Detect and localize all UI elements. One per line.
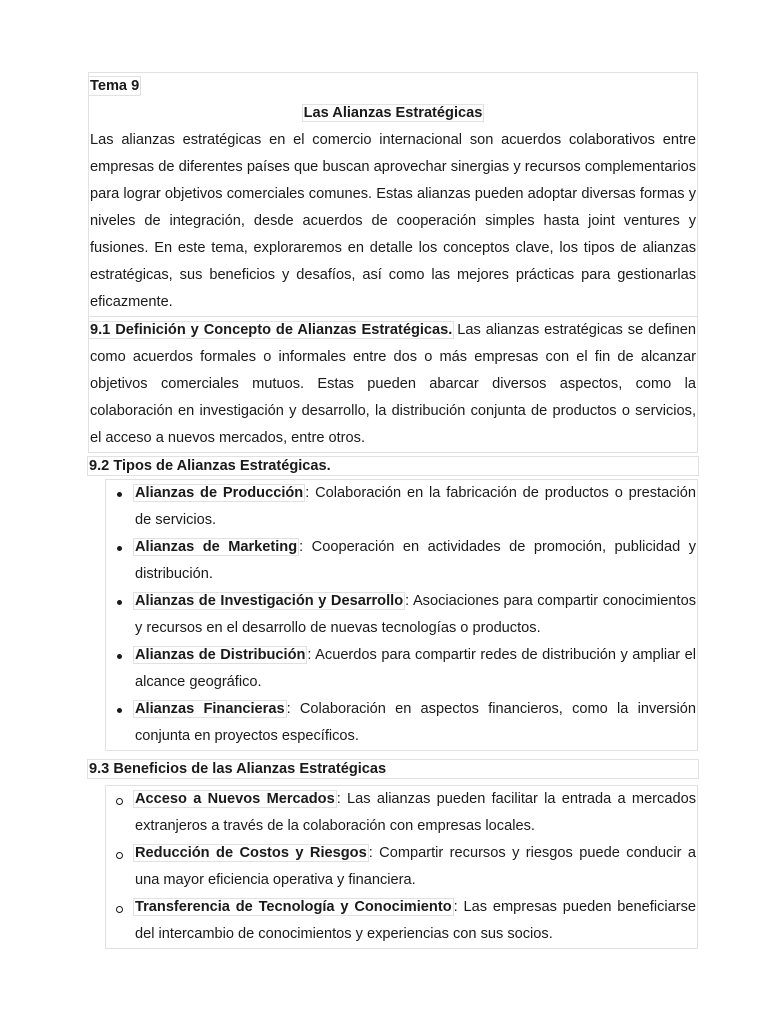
list-item bbox=[106, 588, 697, 642]
section-1-heading: 9.1 Definición y Concepto de Alianzas Estratégicas. bbox=[90, 322, 453, 338]
list-item-text: : Las empresas pueden beneficiarse del intercambio de conocimientos y experiencias con sus socios. bbox=[135, 899, 696, 942]
intro-paragraph: Las alianzas estratégicas en el comercio internacional son acuerdos colaborativos entre empresas de diferentes países que buscan aprovechar sinergias y recursos complementarios para lograr objetivos comerciales comunes. Estas alianzas pueden adoptar diversas formas y niveles de integración, desde acuerdos de cooperación simples hasta joint ventures y fusiones. En este tema, exploraremos en detalle los conceptos clave, los tipos de alianzas estratégicas, sus beneficios y desafíos, así como las mejores prácticas para gestionarlas eficazmente. bbox=[90, 132, 696, 310]
list-item bbox=[106, 534, 697, 588]
list-item-term: Alianzas de Distribución bbox=[135, 647, 306, 663]
list-item-term: Alianzas de Investigación y Desarrollo bbox=[135, 593, 404, 609]
list-item bbox=[106, 786, 697, 840]
list-item-text: : Las alianzas pueden facilitar la entrada a mercados extranjeros a través de la colaboración con empresas locales. bbox=[135, 791, 696, 834]
list-item-text: : Cooperación en actividades de promoción, publicidad y distribución. bbox=[135, 539, 696, 582]
document-title-text: Las Alianzas Estratégicas bbox=[303, 105, 483, 121]
section-1-text: Las alianzas estratégicas se definen como acuerdos formales o informales entre dos o más empresas con el fin de alcanzar objetivos comerciales mutuos. Estas pueden abarcar diversos aspectos, como la colaboración en investigación y desarrollo, la distribución conjunta de productos o servicios, el acceso a nuevos mercados, entre otros. bbox=[90, 322, 696, 446]
section-2-list bbox=[105, 479, 698, 751]
list-item-text: : Asociaciones para compartir conocimientos y recursos en el desarrollo de nuevas tecnologías o productos. bbox=[135, 593, 696, 636]
section-2-heading: 9.2 Tipos de Alianzas Estratégicas. bbox=[87, 456, 699, 476]
list-item bbox=[106, 840, 697, 894]
list-item bbox=[106, 642, 697, 696]
list-item bbox=[106, 696, 697, 750]
list-item-text: : Compartir recursos y riesgos puede conducir a una mayor eficiencia operativa y financiera. bbox=[135, 845, 696, 888]
list-item-term: Alianzas Financieras bbox=[135, 701, 285, 717]
section-1-paragraph bbox=[90, 317, 696, 452]
list-item-term: Alianzas de Producción bbox=[135, 485, 304, 501]
list-item-term: Alianzas de Marketing bbox=[135, 539, 298, 555]
document-title bbox=[90, 100, 696, 127]
list-item-text: : Acuerdos para compartir redes de distribución y ampliar el alcance geográfico. bbox=[135, 647, 697, 690]
list-item-text: : Colaboración en la fabricación de productos o prestación de servicios. bbox=[135, 485, 696, 528]
section-3-list bbox=[105, 785, 698, 949]
list-item bbox=[106, 894, 697, 948]
section-3-heading: 9.3 Beneficios de las Alianzas Estratégicas bbox=[87, 759, 699, 779]
intro-block bbox=[88, 72, 698, 317]
list-item-text: : Colaboración en aspectos financieros, como la inversión conjunta en proyectos específicos. bbox=[135, 701, 696, 744]
topic-label: Tema 9 bbox=[90, 78, 140, 94]
document-page bbox=[89, 72, 697, 949]
list-item bbox=[106, 480, 697, 534]
list-item-term: Transferencia de Tecnología y Conocimiento bbox=[135, 899, 452, 915]
section-1-block bbox=[88, 316, 698, 453]
list-item-term: Reducción de Costos y Riesgos bbox=[135, 845, 367, 861]
list-item-term: Acceso a Nuevos Mercados bbox=[135, 791, 335, 807]
